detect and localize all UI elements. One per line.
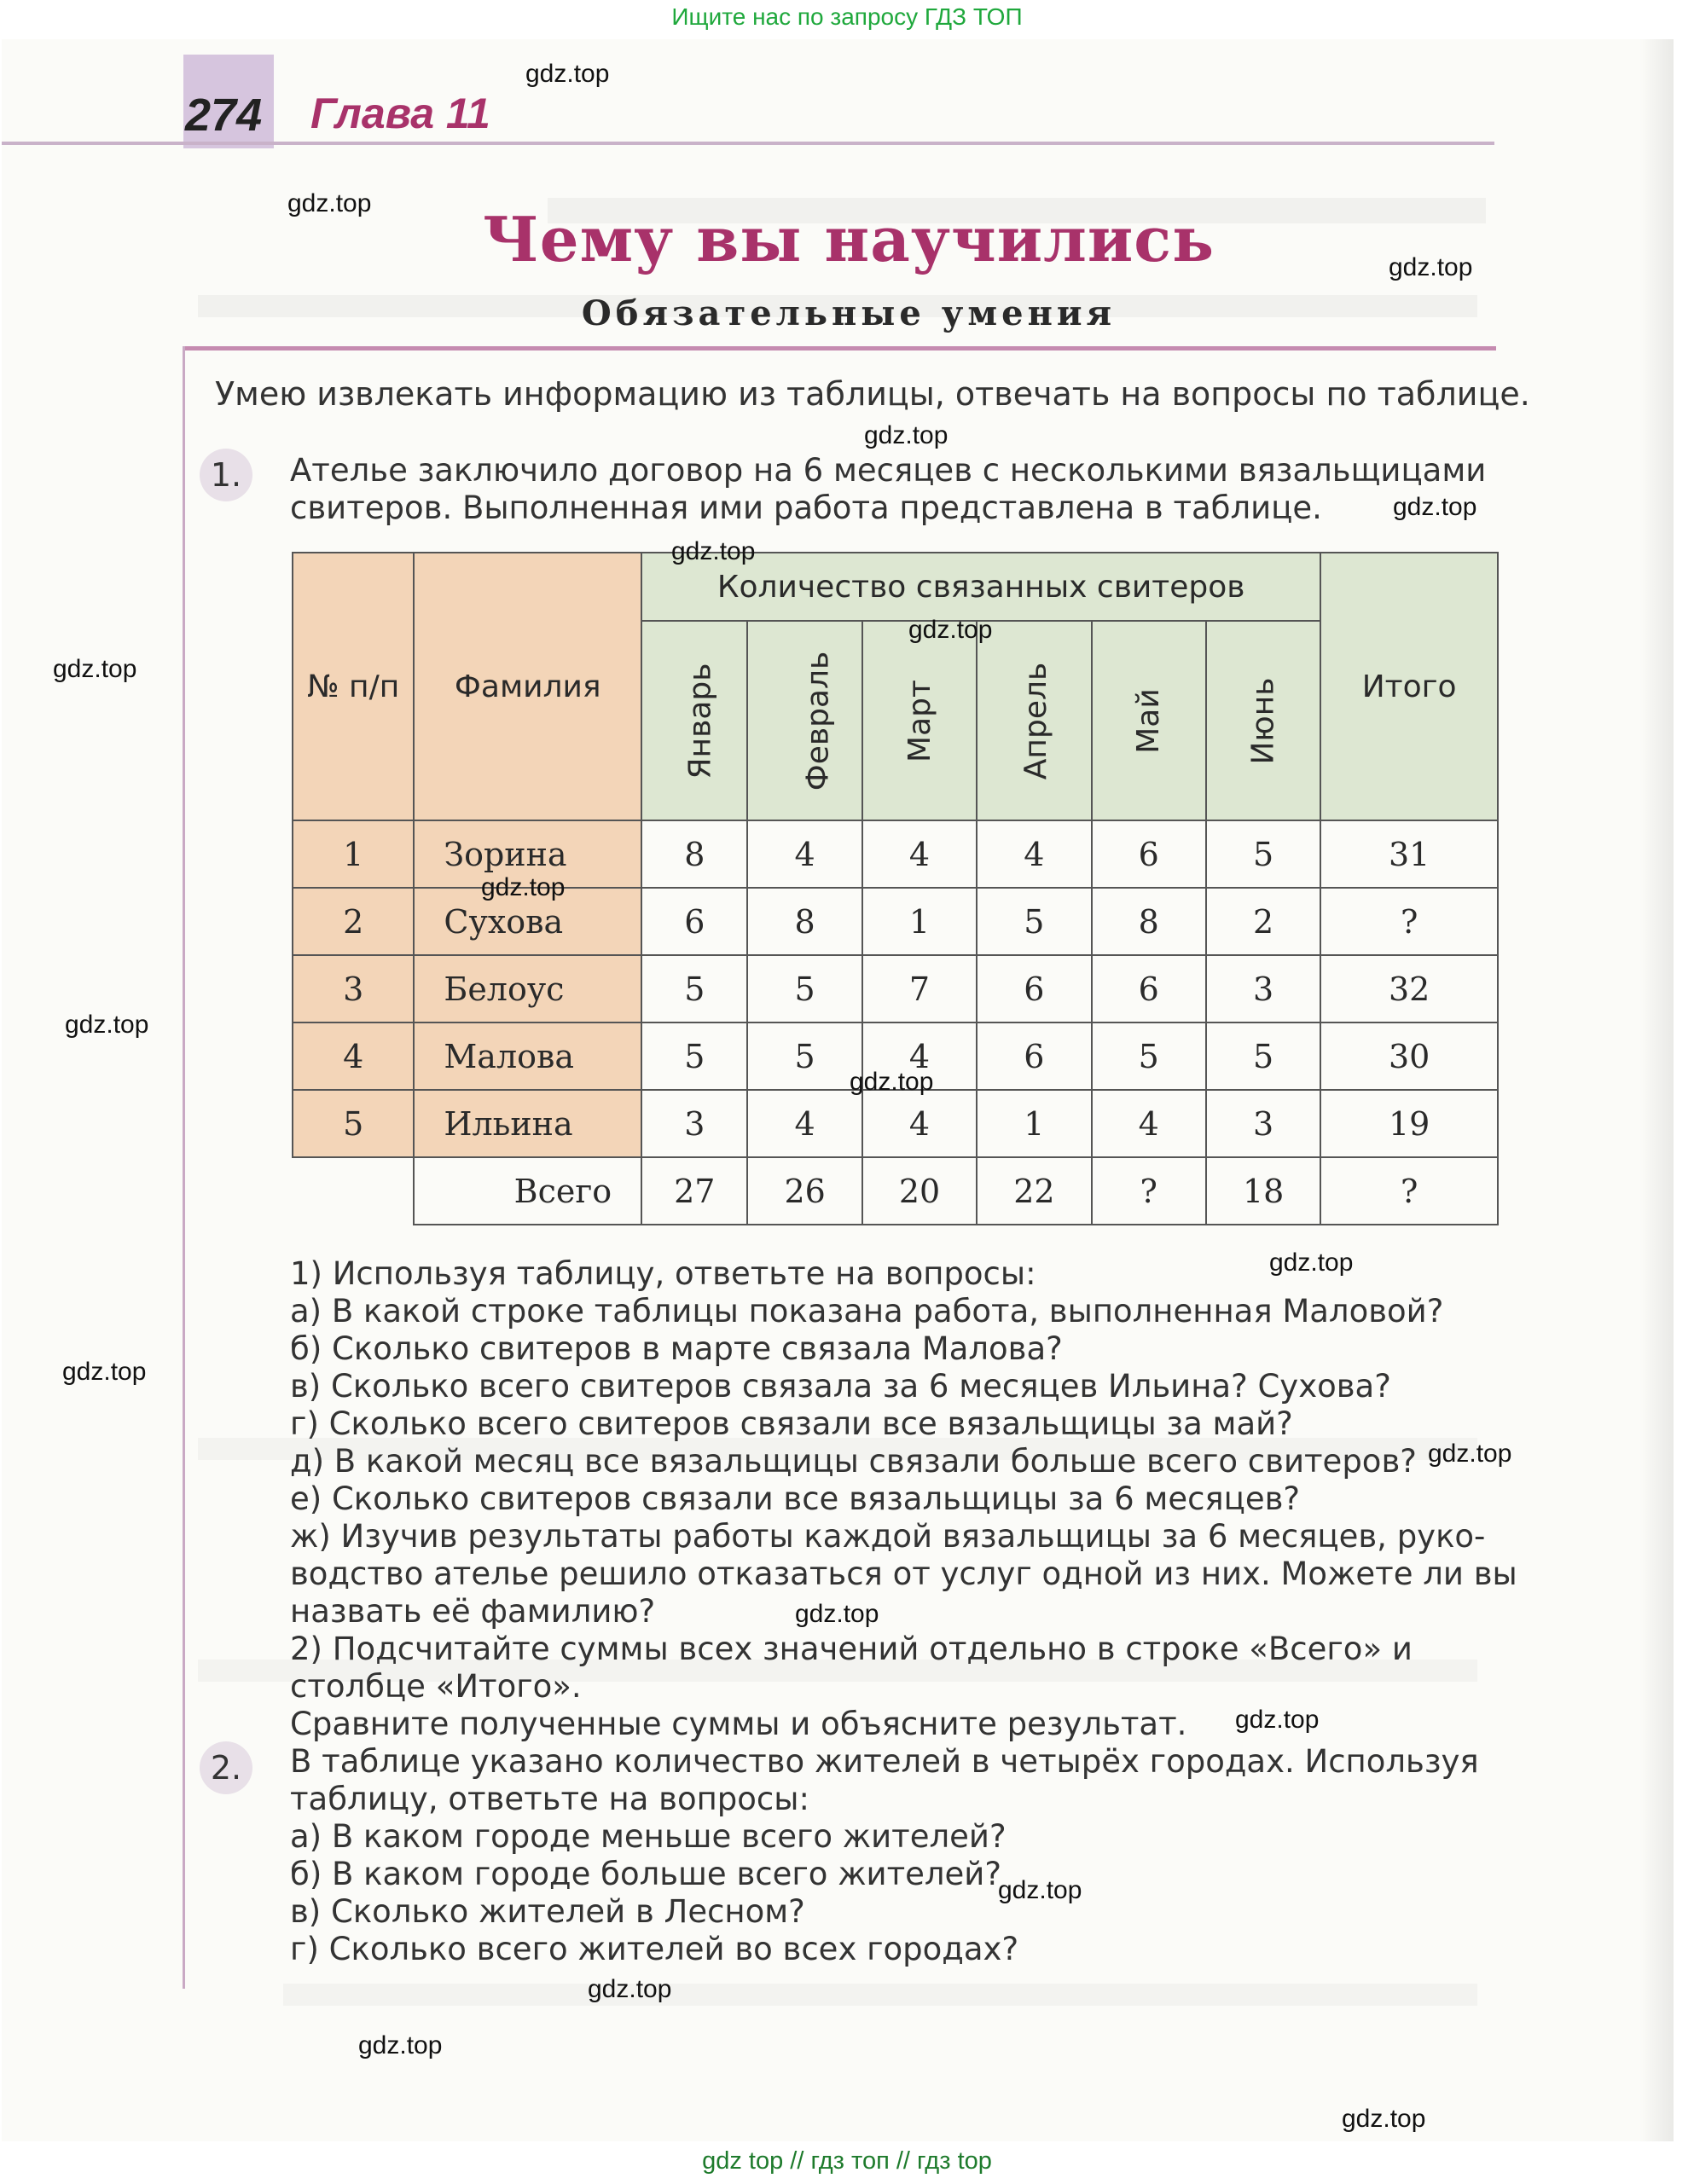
month-value: 3 — [1206, 1090, 1320, 1157]
header-group: Количество связанных свитеров — [641, 553, 1320, 621]
month-value: 5 — [747, 955, 862, 1022]
question-line: столбце «Итого». — [290, 1668, 582, 1705]
task2-line: а) В каком городе меньше всего жителей? — [290, 1818, 1007, 1855]
row-total: 19 — [1320, 1090, 1498, 1157]
total-value: 18 — [1206, 1157, 1320, 1225]
total-row — [293, 1157, 1498, 1225]
watermark: gdz.top — [671, 537, 756, 565]
empty-cell — [293, 1157, 414, 1225]
question-line: водство ателье решило отказаться от услуг одной из них. Можете ли вы — [290, 1555, 1517, 1592]
question-line: 1) Используя таблицу, ответьте на вопросы: — [290, 1255, 1036, 1292]
watermark: gdz.top — [1393, 493, 1477, 521]
row-number: 2 — [293, 888, 414, 955]
task2-line: б) В каком городе больше всего жителей? — [290, 1856, 1001, 1892]
question-line: ж) Изучив результаты работы каждой вязальщицы за 6 месяцев, руко- — [290, 1518, 1486, 1555]
watermark: gdz.top — [864, 421, 949, 449]
row-number: 3 — [293, 955, 414, 1022]
month-value: 1 — [862, 888, 977, 955]
month-value: 6 — [977, 955, 1091, 1022]
header-family: Фамилия — [414, 553, 641, 820]
month-value: 8 — [1092, 888, 1206, 955]
month-value: 1 — [977, 1090, 1091, 1157]
top-banner[interactable]: Ищите нас по запросу ГДЗ ТОП — [671, 3, 1023, 30]
task2-line: г) Сколько всего жителей во всех городах? — [290, 1931, 1019, 1967]
row-total: 32 — [1320, 955, 1498, 1022]
page-edge-shadow — [1639, 39, 1674, 2141]
watermark: gdz.top — [1428, 1440, 1512, 1468]
watermark: gdz.top — [287, 189, 372, 217]
total-value: 22 — [977, 1157, 1091, 1225]
watermark: gdz.top — [53, 655, 137, 683]
question-line: 2) Подсчитайте суммы всех значений отдельно в строке «Всего» и — [290, 1631, 1413, 1667]
month-header: Январь — [641, 621, 747, 820]
question-line: д) В какой месяц все вязальщицы связали больше всего свитеров? — [290, 1443, 1417, 1480]
question-line: б) Сколько свитеров в марте связала Малова? — [290, 1330, 1063, 1367]
month-value: 5 — [747, 1022, 862, 1090]
month-header: Март — [862, 621, 977, 820]
month-value: 5 — [1206, 1022, 1320, 1090]
month-header: Июнь — [1206, 621, 1320, 820]
month-header: Апрель — [977, 621, 1091, 820]
month-value: 5 — [641, 955, 747, 1022]
sweaters-table — [292, 552, 1499, 1225]
page-number: 274 — [185, 90, 263, 141]
header-no: № п/п — [293, 553, 414, 820]
month-value: 6 — [1092, 955, 1206, 1022]
month-value: 4 — [862, 1090, 977, 1157]
month-value: 4 — [747, 820, 862, 888]
table-row — [293, 820, 1498, 888]
month-value: 4 — [862, 820, 977, 888]
month-value: 4 — [862, 1022, 977, 1090]
task1-line: Ателье заключило договор на 6 месяцев с несколькими вязальщицами — [290, 452, 1487, 489]
watermark: gdz.top — [850, 1068, 934, 1096]
question-line: а) В какой строке таблицы показана работа, выполненная Маловой? — [290, 1293, 1444, 1330]
watermark: gdz.top — [481, 873, 566, 901]
total-value: 26 — [747, 1157, 862, 1225]
question-line: Сравните полученные суммы и объясните результат. — [290, 1706, 1187, 1742]
month-value: 6 — [641, 888, 747, 955]
month-value: 5 — [1092, 1022, 1206, 1090]
row-family: Белоус — [414, 955, 641, 1022]
left-margin-rule — [183, 346, 185, 1989]
watermark: gdz.top — [1269, 1248, 1354, 1277]
month-value: 7 — [862, 955, 977, 1022]
row-total: ? — [1320, 888, 1498, 955]
textbook-page — [2, 39, 1674, 2141]
month-value: 3 — [641, 1090, 747, 1157]
section-subtitle: Обязательные умения — [581, 293, 1117, 333]
month-value: 4 — [1092, 1090, 1206, 1157]
month-value: 6 — [1092, 820, 1206, 888]
header-rule — [2, 142, 1494, 145]
watermark: gdz.top — [1235, 1706, 1320, 1734]
watermark: gdz.top — [1389, 253, 1473, 281]
row-family: Сухова — [414, 888, 641, 955]
total-value: ? — [1092, 1157, 1206, 1225]
month-value: 5 — [977, 888, 1091, 955]
watermark: gdz.top — [908, 616, 993, 644]
row-family: Зорина — [414, 820, 641, 888]
question-line: е) Сколько свитеров связали все вязальщицы за 6 месяцев? — [290, 1480, 1301, 1517]
month-value: 4 — [977, 820, 1091, 888]
watermark: gdz.top — [358, 2031, 443, 2059]
row-total: 31 — [1320, 820, 1498, 888]
chapter-title: Глава 11 — [310, 90, 490, 137]
row-total: 30 — [1320, 1022, 1498, 1090]
watermark: gdz.top — [1342, 2105, 1426, 2133]
task-number-1: 1. — [200, 449, 252, 501]
task2-line: таблицу, ответьте на вопросы: — [290, 1781, 809, 1817]
task2-line: В таблице указано количество жителей в четырёх городах. Используя — [290, 1743, 1479, 1780]
row-number: 4 — [293, 1022, 414, 1090]
month-value: 5 — [1206, 820, 1320, 888]
month-value: 4 — [747, 1090, 862, 1157]
watermark: gdz.top — [525, 60, 610, 88]
task-number-2: 2. — [200, 1741, 252, 1794]
month-value: 3 — [1206, 955, 1320, 1022]
grand-total: ? — [1320, 1157, 1498, 1225]
bottom-banner[interactable]: gdz top // гдз топ // гдз top — [702, 2147, 992, 2175]
watermark: gdz.top — [795, 1600, 879, 1628]
total-label: Всего — [414, 1157, 641, 1225]
watermark: gdz.top — [998, 1876, 1082, 1904]
month-value: 6 — [977, 1022, 1091, 1090]
watermark: gdz.top — [65, 1011, 149, 1039]
month-value: 8 — [747, 888, 862, 955]
row-family: Малова — [414, 1022, 641, 1090]
month-value: 2 — [1206, 888, 1320, 955]
watermark: gdz.top — [62, 1358, 147, 1386]
watermark: gdz.top — [588, 1975, 672, 2003]
section-rule — [183, 346, 1496, 350]
bleed-through — [283, 1984, 1477, 2006]
task1-line: свитеров. Выполненная ими работа представлена в таблице. — [290, 490, 1322, 526]
header-total: Итого — [1320, 553, 1498, 820]
total-value: 27 — [641, 1157, 747, 1225]
month-value: 8 — [641, 820, 747, 888]
table-row — [293, 1090, 1498, 1157]
month-value: 5 — [641, 1022, 747, 1090]
task2-line: в) Сколько жителей в Лесном? — [290, 1893, 805, 1930]
skill-intro: Умею извлекать информацию из таблицы, отвечать на вопросы по таблице. — [215, 375, 1530, 413]
month-header: Май — [1092, 621, 1206, 820]
table-row — [293, 955, 1498, 1022]
table-row — [293, 888, 1498, 955]
question-line: г) Сколько всего свитеров связали все вязальщицы за май? — [290, 1405, 1293, 1442]
row-number: 1 — [293, 820, 414, 888]
total-value: 20 — [862, 1157, 977, 1225]
month-header: Февраль — [747, 621, 862, 820]
row-number: 5 — [293, 1090, 414, 1157]
section-title: Чему вы научились — [483, 203, 1215, 275]
question-line: назвать её фамилию? — [290, 1593, 656, 1630]
row-family: Ильина — [414, 1090, 641, 1157]
question-line: в) Сколько всего свитеров связала за 6 месяцев Ильина? Сухова? — [290, 1368, 1391, 1405]
